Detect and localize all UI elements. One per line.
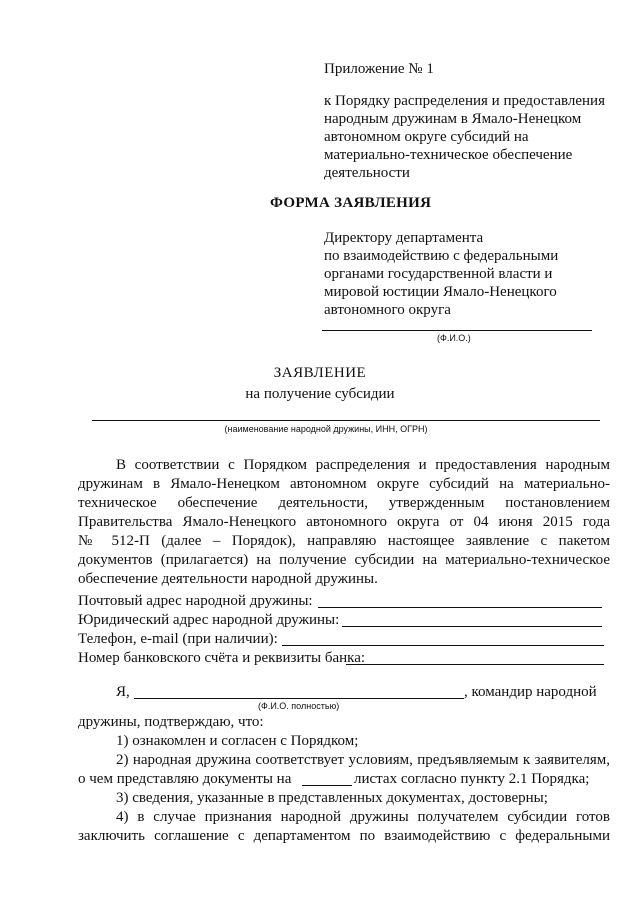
addressee-line-3: органами государственной власти и (324, 266, 553, 282)
addressee-line-4: мировой юстиции Ямало-Ненецкого (324, 284, 557, 300)
addressee-line-5: автономного округа (324, 302, 451, 318)
appendix-line-5: деятельности (324, 165, 410, 181)
appendix-title: Приложение № 1 (324, 61, 434, 77)
org-caption: (наименование народной дружины, ИНН, ОГРН) (224, 424, 428, 434)
field-legal-address-label: Юридический адрес народной дружины: (78, 612, 340, 628)
declaration-caption: (Ф.И.О. полностью) (258, 701, 340, 711)
addressee-line-1: Директору департамента (324, 230, 484, 246)
field-contacts-line[interactable] (282, 645, 604, 646)
sheets-count-line[interactable] (302, 785, 352, 786)
declaration-item-4: 4) в случае признания народной дружины получателем субсидии готов (116, 809, 610, 825)
addressee-name-line (322, 330, 592, 331)
form-title: ФОРМА ЗАЯВЛЕНИЯ (270, 195, 432, 211)
field-legal-address-line[interactable] (342, 626, 602, 627)
addressee-caption: (Ф.И.О.) (437, 333, 471, 343)
appendix-line-2: народным дружинам в Ямало-Ненецком (324, 111, 582, 127)
body-line-7: обеспечение деятельности народной дружины. (78, 571, 378, 587)
field-bank-line[interactable] (346, 664, 604, 665)
body-line-2: дружинам в Ямало-Ненецком автономном округе субсидий на материально- (78, 476, 610, 492)
field-postal-address-line[interactable] (318, 607, 602, 608)
org-name-line (92, 420, 600, 421)
body-line-1: В соответствии с Порядком распределения и предоставления народным (116, 457, 610, 473)
declaration-item-2-cont-a: о чем представляю документы на (78, 771, 292, 787)
declaration-item-4-cont: заключить соглашение с департаментом по взаимодействию с федеральными (78, 828, 610, 844)
declaration-prefix: Я, (116, 684, 130, 700)
body-line-4: Правительства Ямало-Ненецкого автономного округа от 04 июня 2015 года (78, 514, 610, 530)
body-line-6: документов (прилагается) на получение субсидии на материально-техническое (78, 552, 610, 568)
field-bank-label: Номер банковского счёта и реквизиты банка: (78, 650, 366, 666)
application-subtitle: на получение субсидии (245, 386, 395, 402)
declaration-continuation: дружины, подтверждаю, что: (78, 714, 264, 730)
field-contacts-label: Телефон, e-mail (при наличии): (78, 631, 278, 647)
declaration-item-2-cont-b: листах согласно пункту 2.1 Порядка; (354, 771, 590, 787)
addressee-line-2: по взаимодействию с федеральными (324, 248, 559, 264)
application-title: ЗАЯВЛЕНИЕ (273, 365, 367, 381)
appendix-line-1: к Порядку распределения и предоставления (324, 93, 605, 109)
declaration-suffix: , командир народной (464, 684, 597, 700)
body-line-3: техническое обеспечение деятельности, утвержденным постановлением (78, 495, 610, 511)
body-line-5: № 512-П (далее – Порядок), направляю настоящее заявление с пакетом (78, 533, 610, 549)
declaration-item-3: 3) сведения, указанные в представленных документах, достоверны; (116, 790, 548, 806)
appendix-line-4: материально-техническое обеспечение (324, 147, 573, 163)
declaration-name-line[interactable] (134, 698, 464, 699)
appendix-line-3: автономном округе субсидий на (324, 129, 529, 145)
declaration-item-1: 1) ознакомлен и согласен с Порядком; (116, 733, 359, 749)
declaration-item-2: 2) народная дружина соответствует условиям, предъявляемым к заявителям, (116, 752, 610, 768)
field-postal-address-label: Почтовый адрес народной дружины: (78, 593, 313, 609)
